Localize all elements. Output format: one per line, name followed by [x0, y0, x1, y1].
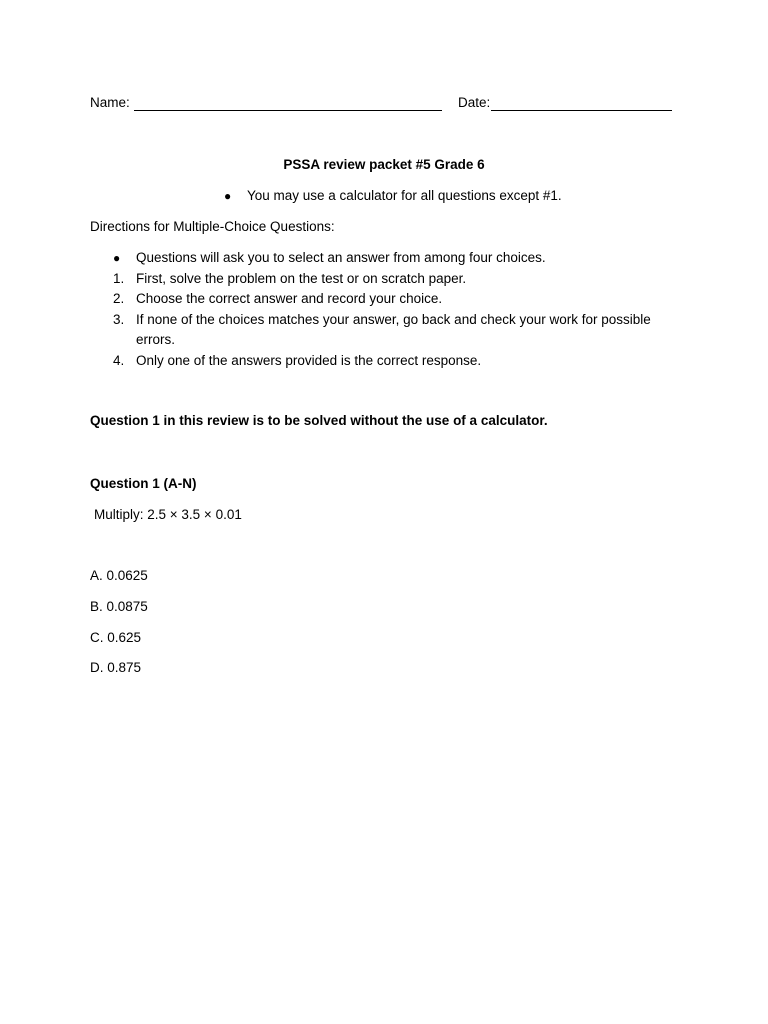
step-text-continued: errors.: [136, 332, 176, 347]
question-prompt: Multiply: 2.5 × 3.5 × 0.01: [94, 507, 242, 522]
step-text: Choose the correct answer and record your choice.: [136, 291, 443, 306]
answer-choice-d[interactable]: D. 0.875: [90, 660, 142, 675]
bullet-icon: ●: [224, 189, 232, 203]
bullet-icon: ●: [113, 251, 121, 265]
answer-choice-a[interactable]: A. 0.0625: [90, 568, 148, 583]
step-number: 4.: [113, 353, 125, 368]
step-number: 3.: [113, 312, 125, 327]
answer-choice-c[interactable]: C. 0.625: [90, 630, 142, 645]
no-calculator-note: Question 1 in this review is to be solved without the use of a calculator.: [90, 413, 548, 428]
step-number: 1.: [113, 271, 125, 286]
step-text: If none of the choices matches your answer, go back and check your work for possible: [136, 312, 651, 327]
directions-bullet: Questions will ask you to select an answer from among four choices.: [136, 250, 546, 265]
document-title: PSSA review packet #5 Grade 6: [283, 157, 485, 172]
date-field-line[interactable]: [491, 110, 672, 111]
question-heading: Question 1 (A-N): [90, 476, 197, 491]
date-label: Date:: [458, 95, 491, 110]
step-number: 2.: [113, 291, 125, 306]
directions-heading: Directions for Multiple-Choice Questions:: [90, 219, 335, 234]
calculator-note: You may use a calculator for all questions except #1.: [247, 188, 562, 203]
step-text: First, solve the problem on the test or on scratch paper.: [136, 271, 467, 286]
name-field-line[interactable]: [134, 110, 442, 111]
answer-choice-b[interactable]: B. 0.0875: [90, 599, 148, 614]
name-label: Name:: [90, 95, 130, 110]
step-text: Only one of the answers provided is the correct response.: [136, 353, 482, 368]
